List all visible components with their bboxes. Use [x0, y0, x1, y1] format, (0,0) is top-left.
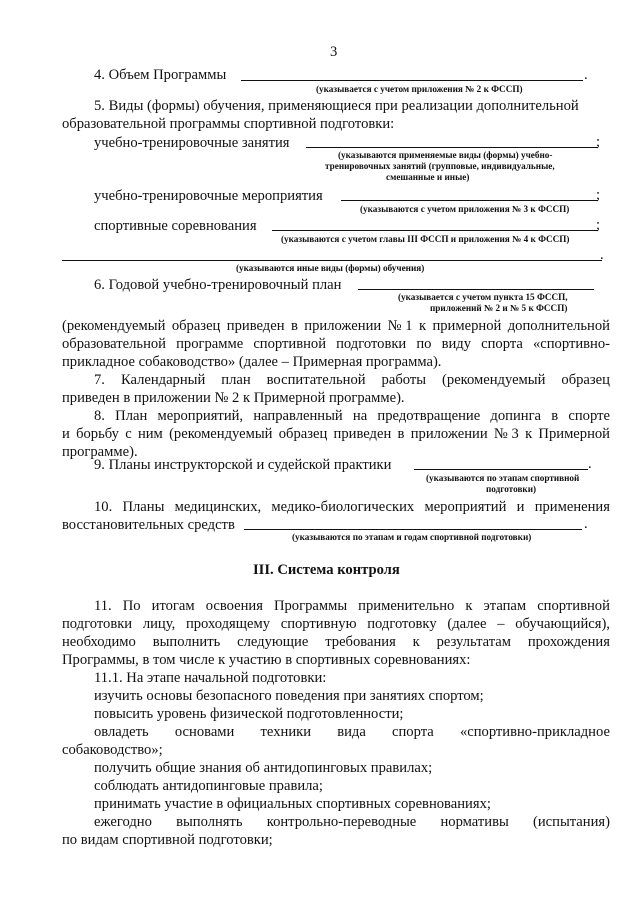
section-heading: III. Система контроля: [253, 562, 400, 578]
other-forms-fill-line: [62, 260, 602, 261]
list-item: изучить основы безопасного поведения при занятиях спортом;: [94, 688, 484, 704]
competitions-fill-line: [272, 230, 598, 231]
section-5-line-1: 5. Виды (формы) обучения, применяющиеся при реализации дополнительной: [94, 98, 579, 114]
training-sessions-label: учебно-тренировочные занятия: [94, 135, 290, 151]
section-10-fill-line: [244, 529, 582, 530]
section-9-end: .: [588, 456, 592, 472]
training-events-end: ;: [596, 187, 601, 203]
training-events-label: учебно-тренировочные мероприятия: [94, 188, 323, 204]
other-forms-hint: (указываются иные виды (формы) обучения): [236, 263, 425, 273]
section-10-label: восстановительных средств: [62, 517, 235, 533]
page-number: 3: [330, 44, 338, 60]
training-sessions-end: ;: [596, 134, 601, 150]
list-item: соблюдать антидопинговые правила;: [94, 778, 323, 794]
section-5-line-2: образовательной программы спортивной подготовки:: [62, 116, 395, 132]
section-4-hint: (указывается с учетом приложения № 2 к ФССП): [316, 84, 523, 94]
section-11-line-4: Программы, в том числе к участию в спортивных соревнованиях:: [62, 652, 471, 668]
list-item-technique-cont: собаководство»;: [62, 742, 163, 758]
section-10-line-1: 10. Планы медицинских, медико-биологических мероприятий и применения: [94, 499, 610, 515]
other-forms-end: .: [600, 247, 604, 263]
competitions-end: ;: [596, 217, 601, 233]
list-item: повысить уровень физической подготовленности;: [94, 706, 404, 722]
list-item-technique: овладеть основами техники вида спорта «спортивно-прикладное: [94, 724, 610, 740]
list-item: принимать участие в официальных спортивных соревнованиях;: [94, 796, 491, 812]
section-9-hint-2: подготовки): [486, 484, 537, 494]
section-6-hint-2: приложений № 2 и № 5 к ФССП): [430, 303, 568, 313]
competitions-label: спортивные соревнования: [94, 218, 257, 234]
list-item-norms: ежегодно выполнять контрольно-переводные нормативы (испытания): [94, 814, 610, 830]
section-10-end: .: [584, 516, 588, 532]
training-events-fill-line: [341, 200, 598, 201]
training-events-hint: (указываются с учетом приложения № 3 к ФССП): [360, 204, 570, 214]
section-9-hint-1: (указываются по этапам спортивной: [426, 473, 580, 483]
section-8-line-2: и борьбу с ним (рекомендуемый образец приведен в приложении № 3 к Примерной: [62, 426, 610, 442]
section-9-fill-line: [414, 469, 588, 470]
section-4-fill-line: [241, 80, 583, 81]
section-7-line-2: приведен в приложении № 2 к Примерной программе).: [62, 390, 405, 406]
section-6-label: 6. Годовой учебно-тренировочный план: [94, 277, 342, 293]
list-item-norms-cont: по видам спортивной подготовки;: [62, 832, 273, 848]
section-9-label: 9. Планы инструкторской и судейской практики: [94, 457, 392, 473]
list-item: получить общие знания об антидопинговых правилах;: [94, 760, 433, 776]
section-7-line-1: 7. Календарный план воспитательной работы (рекомендуемый образец: [94, 372, 610, 388]
competitions-hint: (указываются с учетом главы III ФССП и приложения № 4 к ФССП): [281, 234, 570, 244]
section-11-line-3: необходимо выполнить следующие требования к результатам прохождения: [62, 634, 610, 650]
section-6-hint-1: (указывается с учетом пункта 15 ФССП,: [398, 292, 568, 302]
section-6-para-line-1: (рекомендуемый образец приведен в приложении № 1 к примерной дополнительной: [62, 318, 610, 334]
section-11-1-heading: 11.1. На этапе начальной подготовки:: [94, 670, 327, 686]
section-6-fill-line: [358, 289, 594, 290]
training-sessions-fill-line: [306, 147, 598, 148]
section-8-line-1: 8. План мероприятий, направленный на предотвращение допинга в спорте: [94, 408, 610, 424]
section-11-line-1: 11. По итогам освоения Программы применительно к этапам спортивной: [94, 598, 610, 614]
training-sessions-hint-3: смешанные и иные): [386, 172, 470, 182]
section-4-label: 4. Объем Программы: [94, 67, 227, 83]
section-11-line-2: подготовки лицу, проходящему спортивную подготовку (далее – обучающийся),: [62, 616, 610, 632]
section-10-hint: (указываются по этапам и годам спортивной подготовки): [292, 532, 532, 542]
section-6-para-line-2: образовательной программе спортивной подготовки по виду спорта «спортивно-: [62, 336, 610, 352]
training-sessions-hint-2: тренировочных занятий (групповые, индивидуальные,: [325, 161, 555, 171]
section-8-line-3: программе).: [62, 444, 138, 460]
training-sessions-hint-1: (указываются применяемые виды (формы) учебно-: [338, 150, 553, 160]
section-6-para-line-3: прикладное собаководство» (далее – Примерная программа).: [62, 354, 442, 370]
section-4-end: .: [584, 67, 588, 83]
